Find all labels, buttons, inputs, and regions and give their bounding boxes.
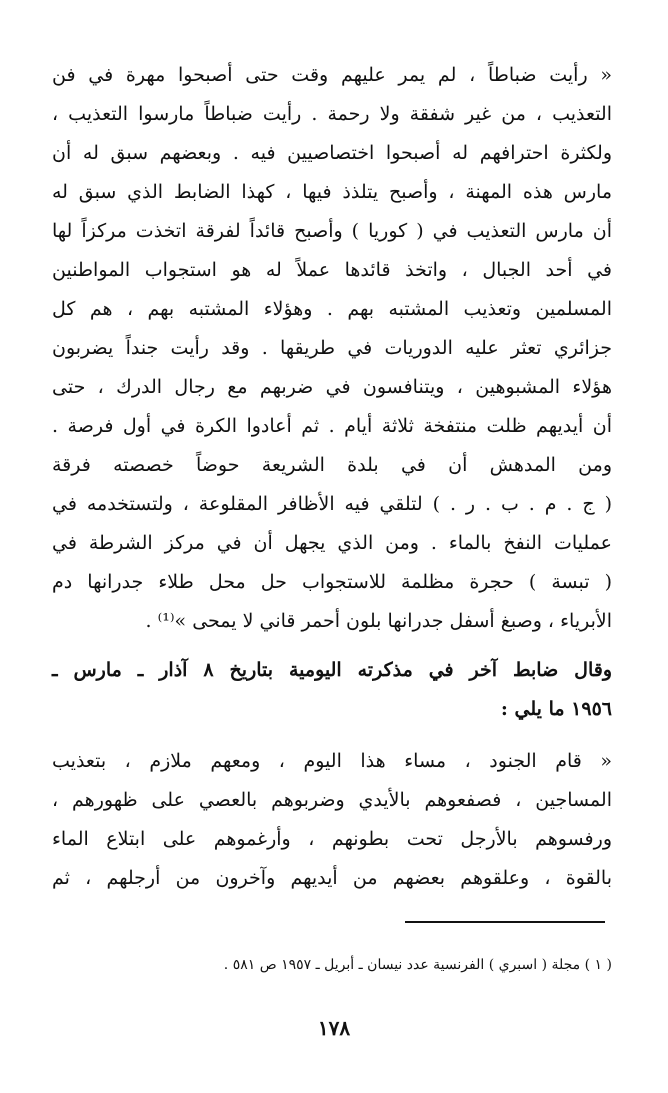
footnote-divider <box>405 921 605 923</box>
text-line: « رأيت ضباطاً ، لم يمر عليهم وقت حتى أصبحوا مهرة في فن <box>52 64 612 86</box>
text-line: ولكثرة احترافهم له أصبحوا اختصاصيين فيه . وبعضهم سبق له أن <box>52 142 612 164</box>
text-line: في أحد الجبال ، واتخذ قائدها عملاً له هو استجواب المواطنين <box>52 259 612 281</box>
page-number: ١٧٨ <box>317 1016 351 1040</box>
text-line: ( ج . م . ب . ر . ) لتلقي فيه الأظافر المقلوعة ، ولتستخدمه في <box>52 493 612 515</box>
text-line: بالقوة ، وعلقوهم بعضهم من أيديهم وآخرون من أرجلهم ، ثم <box>52 867 612 889</box>
text-line: ورفسوهم بالأرجل تحت بطونهم ، وأرغموهم على ابتلاع الماء <box>52 828 612 850</box>
text-line: المساجين ، فصفعوهم بالأيدي وضربوهم بالعصي على ظهورهم ، <box>52 789 612 811</box>
text-line: جزائري تعثر عليه الدوريات في طريقها . وقد رأيت جنداً يضربون <box>52 337 612 359</box>
text-line: الأبرياء ، وصبغ أسفل جدرانها بلون أحمر قاني لا يمحى »⁽¹⁾ . <box>145 610 612 632</box>
text-line: التعذيب ، من غير شفقة ولا رحمة . رأيت ضباطاً مارسوا التعذيب ، <box>52 103 612 125</box>
body-paragraph-2 <box>52 742 612 898</box>
text-line: المسلمين وتعذيب المشتبه بهم . وهؤلاء المشتبه بهم ، هم كل <box>52 298 612 320</box>
text-line: أن أيديهم ظلت منتفخة ثلاثة أيام . ثم أعادوا الكرة في أول فرصة . <box>52 415 612 437</box>
text-line: أن مارس التعذيب في ( كوريا ) وأصبح قائداً لفرقة اتخذت مركزاً لها <box>52 220 612 242</box>
text-line: هؤلاء المشبوهين ، ويتنافسون في ضربهم مع رجال الدرك ، حتى <box>52 376 612 398</box>
text-line: « قام الجنود ، مساء هذا اليوم ، ومعهم ملازم ، بتعذيب <box>52 750 612 772</box>
intro-paragraph <box>52 651 612 729</box>
footnote: ( ١ ) مجلة ( اسبري ) الفرنسية عدد نيسان ـ أبريل ـ ١٩٥٧ ص ٥٨١ . <box>223 957 612 973</box>
text-line: ومن المدهش أن في بلدة الشريعة حوضاً خصصته فرقة <box>52 454 612 476</box>
text-line: وقال ضابط آخر في مذكرته اليومية بتاريخ ٨ آذار ـ مارس ـ <box>52 659 613 681</box>
body-paragraph-1 <box>52 56 612 641</box>
text-line: مارس هذه المهنة ، وأصبح يتلذذ فيها ، كهذا الضابط الذي سبق له <box>52 181 612 203</box>
text-line: ١٩٥٦ ما يلي : <box>500 698 612 720</box>
text-line: عمليات النفخ بالماء . ومن الذي يجهل أن في مركز الشرطة في <box>52 532 612 554</box>
text-line: ( تبسة ) حجرة مظلمة للاستجواب حل محل طلاء جدرانها دم <box>52 571 612 593</box>
